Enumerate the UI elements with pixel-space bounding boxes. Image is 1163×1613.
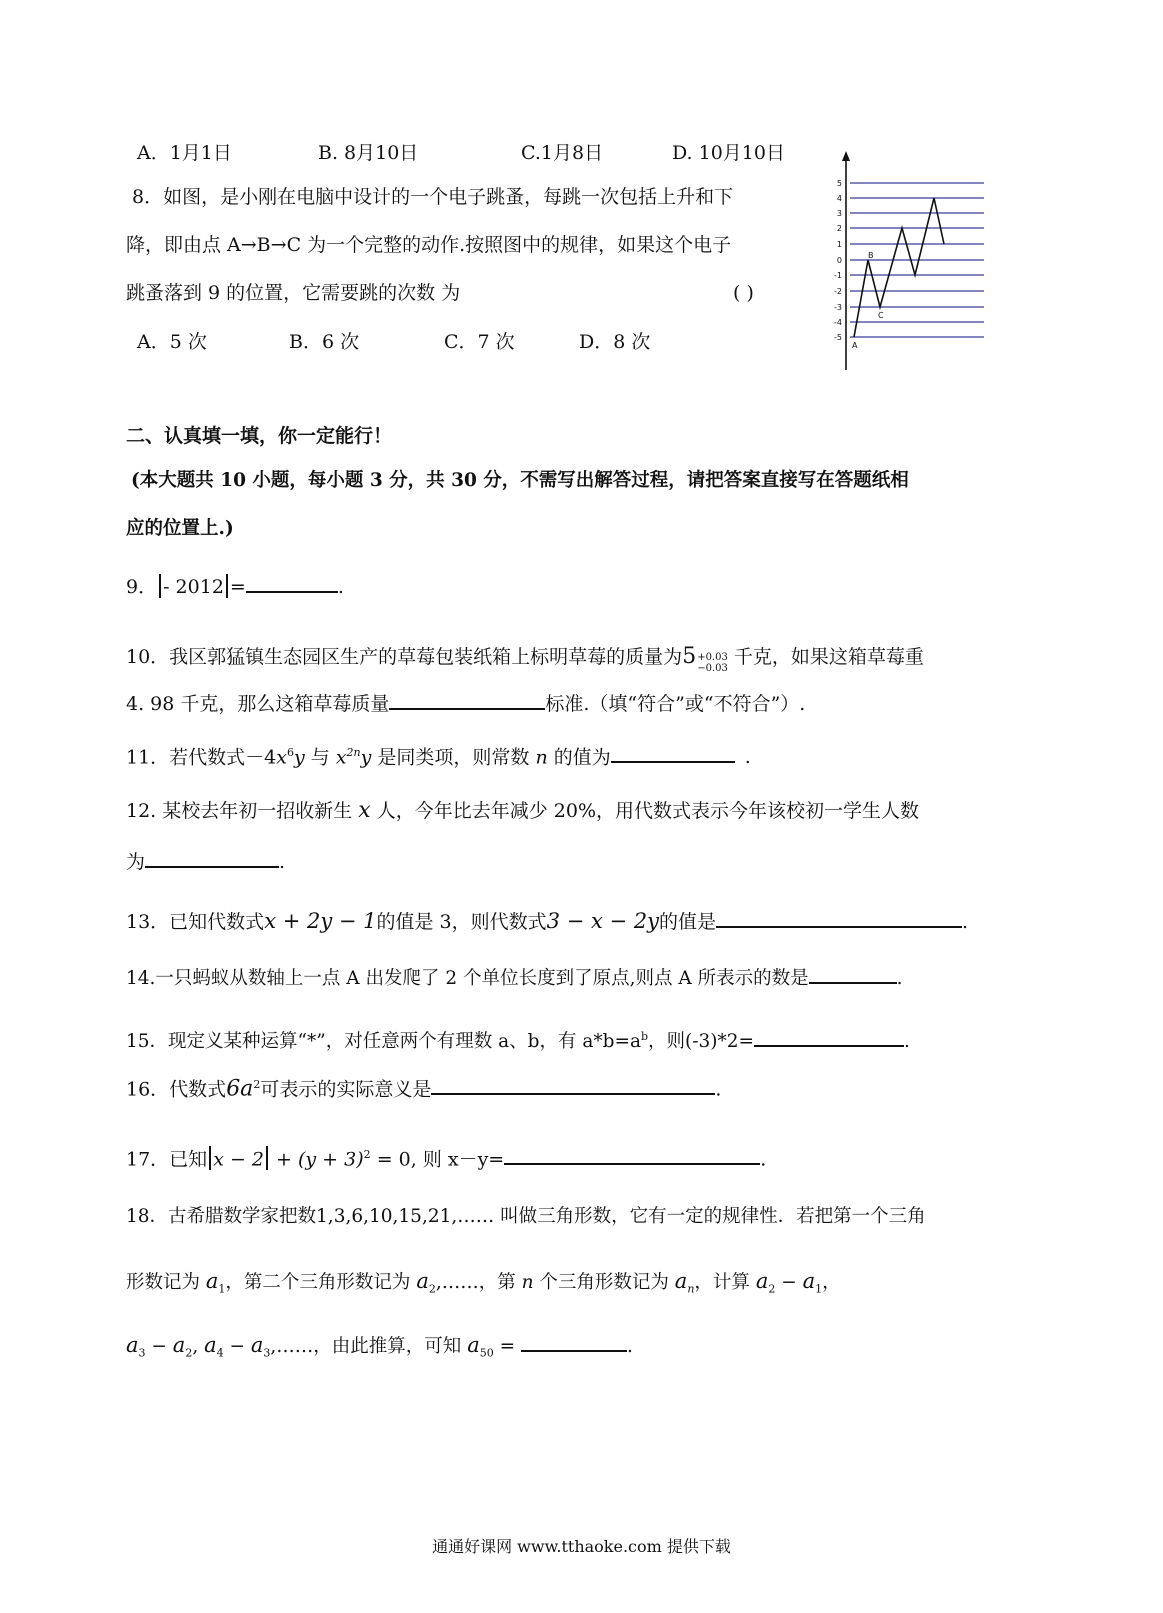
q18-sub-1: 1 <box>218 1282 226 1296</box>
q8-option-a: A．5 次 <box>137 331 207 353</box>
q9-expression: - 2012 <box>163 576 224 598</box>
q18-l2-d: 个三角形数记为 <box>533 1272 675 1293</box>
q8-option-b: B．6 次 <box>289 331 360 353</box>
q17-exp: 2 <box>363 1148 371 1161</box>
flea-jump-path <box>854 198 944 337</box>
q13-expression-2: 3 − x − 2y <box>546 909 659 933</box>
q18-sub-3: 3 <box>263 1346 271 1360</box>
q10-tolerance <box>697 652 728 674</box>
q18-sub-2: 2 <box>428 1282 436 1296</box>
q18-sub-4: 4 <box>216 1346 224 1360</box>
q18-var: a <box>205 1269 219 1293</box>
question-17 <box>126 1142 766 1172</box>
question-18-line-3 <box>126 1332 633 1367</box>
question-15 <box>126 1024 910 1055</box>
q18-var: a <box>250 1333 264 1357</box>
axis-arrow-icon <box>842 151 850 161</box>
tick-label: 3 <box>836 209 842 218</box>
page-footer: 通通好课网 www.tthaoke.com 提供下载 <box>432 1537 731 1556</box>
q11-d: 的值为 <box>547 746 611 769</box>
q7-option-b: B. 8月10日 <box>318 142 419 164</box>
q8-option-d: D．8 次 <box>579 331 651 353</box>
question-11 <box>126 740 751 770</box>
q9-end: . <box>337 576 344 598</box>
q18-n: n <box>521 1272 534 1293</box>
q10-tol-down: −0.03 <box>697 663 728 674</box>
q17-b: + (y + 3) <box>270 1148 364 1171</box>
q17-abs-expression: x − 2 <box>213 1148 264 1171</box>
q9-number: 9． <box>126 576 158 598</box>
q18-var: a <box>674 1269 688 1293</box>
q17-c: = 0, 则 x－y= <box>370 1148 505 1171</box>
q11-y1: y <box>293 746 305 769</box>
q18-l3-e: = <box>493 1336 521 1357</box>
q12-a: 12. 某校去年初一招收新生 <box>126 800 359 822</box>
q13-b: 的值是 3，则代数式 <box>376 911 547 933</box>
tick-label: -3 <box>834 303 842 312</box>
q11-b: 与 <box>304 746 336 769</box>
point-label-a: A <box>852 341 858 350</box>
flea-jump-figure <box>826 148 988 376</box>
question-14 <box>126 964 902 992</box>
q18-var: a <box>467 1333 480 1357</box>
section-2-note-line-1: (本大题共 10 小题，每小题 3 分，共 30 分，不需写出解答过程，请把答案直接写在答题纸相 <box>131 470 909 491</box>
q11-exp2: 2n <box>346 746 361 759</box>
q18-var: a <box>755 1269 769 1293</box>
q13-a: 13．已知代数式 <box>126 911 265 933</box>
q18-var: a <box>172 1333 186 1357</box>
q18-sub-2: 2 <box>768 1282 776 1296</box>
q15-exp: b <box>641 1030 649 1043</box>
q10-text-b: 千克，如果这箱草莓重 <box>727 646 924 668</box>
q13-expression-1: x + 2y − 1 <box>264 909 377 933</box>
q15-a: 15．现定义某种运算“*”，对任意两个有理数 a、b，有 a*b=a <box>126 1031 641 1053</box>
q11-a: 11．若代数式－4 <box>126 746 277 769</box>
q18-l2-b: ，第二个三角形数记为 <box>225 1272 417 1293</box>
q18-var: a <box>416 1269 429 1293</box>
q10-tol-up: +0.03 <box>697 652 728 663</box>
q10-line2-a: 4. 98 千克，那么这箱草莓质量 <box>126 693 390 715</box>
q18-sub-n: n <box>687 1282 695 1296</box>
tick-label: 1 <box>836 240 842 249</box>
q11-answer-blank[interactable] <box>611 743 735 763</box>
q12-line2: 为 <box>126 851 146 873</box>
q16-expression: 6a <box>226 1076 254 1102</box>
q18-sub-50: 50 <box>479 1346 494 1360</box>
absolute-bar-left <box>159 574 161 598</box>
q18-var: a <box>802 1269 816 1293</box>
q11-exp1: 6 <box>286 746 294 759</box>
q11-c: 是同类项，则常数 <box>371 746 536 769</box>
q7-option-a: A．1月1日 <box>137 142 232 164</box>
q9-equals: = <box>229 576 246 598</box>
q7-option-d: D. 10月10日 <box>672 142 785 164</box>
q18-end: . <box>626 1336 633 1357</box>
q11-x1: x <box>276 746 287 769</box>
absolute-bar-right <box>266 1146 268 1170</box>
question-13 <box>126 908 968 935</box>
q18-l2-a: 形数记为 <box>126 1272 206 1293</box>
q17-answer-blank[interactable] <box>504 1145 760 1165</box>
q17-end: . <box>760 1148 767 1171</box>
point-label-b: B <box>868 251 874 260</box>
q16-answer-blank[interactable] <box>431 1075 715 1095</box>
tick-label: -2 <box>834 287 842 296</box>
q10-line2-b: 标准.（填“符合”或“不符合”）. <box>545 693 806 715</box>
q18-sub-1: 1 <box>815 1282 823 1296</box>
q13-c: 的值是 <box>658 911 716 933</box>
figure-horizontal-lines <box>850 183 984 337</box>
q16-b: 可表示的实际意义是 <box>260 1078 432 1101</box>
q16-end: . <box>715 1078 722 1101</box>
q8-line-1: 8．如图，是小刚在电脑中设计的一个电子跳蚤，每跳一次包括上升和下 <box>132 186 734 208</box>
q12-b: 人，今年比去年减少 20%，用代数式表示今年该校初一学生人数 <box>370 800 920 822</box>
q18-l2-c: ,……，第 <box>435 1272 522 1293</box>
q18-var: a <box>204 1333 217 1357</box>
q18-l3-b: , <box>192 1336 205 1357</box>
q15-end: . <box>904 1031 910 1053</box>
q18-l3-c: − <box>223 1336 251 1357</box>
q12-x: x <box>358 798 371 823</box>
q10-base: 5 <box>682 644 697 669</box>
tick-label: -4 <box>834 318 842 327</box>
question-12-line-2 <box>126 848 285 875</box>
q16-a: 16．代数式 <box>126 1078 227 1101</box>
q13-answer-blank[interactable] <box>716 908 962 928</box>
q16-exp: 2 <box>253 1078 261 1091</box>
q11-n: n <box>535 746 548 769</box>
q8-option-c: C．7 次 <box>444 331 515 353</box>
q14-text: 14.一只蚂蚁从数轴上一点 A 出发爬了 2 个单位长度到了原点,则点 A 所表示的数是 <box>126 968 809 989</box>
q10-text-a: 10．我区郭猛镇生态园区生产的草莓包装纸箱上标明草莓的质量为 <box>126 646 683 668</box>
question-9 <box>126 573 344 600</box>
q15-b: ，则(-3)*2= <box>648 1031 755 1053</box>
q18-l2-f: − <box>775 1272 803 1293</box>
q13-end: . <box>962 911 969 933</box>
question-18-line-1: 18．古希腊数学家把数1,3,6,10,15,21,…… 叫做三角形数，它有一定的规律性．若把第一个三角 <box>126 1206 926 1227</box>
q7-option-c: C.1月8日 <box>521 142 604 164</box>
q11-x2: x <box>335 746 347 769</box>
tick-label: 2 <box>836 224 842 233</box>
q8-answer-paren: ( ) <box>733 282 754 304</box>
q14-answer-blank[interactable] <box>809 964 897 984</box>
question-18-line-2 <box>126 1268 841 1303</box>
q18-l3-d: ,……，由此推算，可知 <box>270 1336 468 1357</box>
q18-l2-e: ，计算 <box>694 1272 756 1293</box>
q12-answer-blank[interactable] <box>145 848 279 868</box>
question-10-line-1 <box>126 644 924 674</box>
tick-label: -1 <box>834 271 842 280</box>
q8-line-2: 降，即由点 A→B→C 为一个完整的动作.按照图中的规律，如果这个电子 <box>126 234 732 256</box>
absolute-bar-right <box>226 574 228 598</box>
q18-l2-g: ， <box>822 1272 841 1293</box>
q18-sub-2: 2 <box>185 1346 193 1360</box>
tick-label: 4 <box>836 194 842 203</box>
question-16 <box>126 1072 721 1102</box>
q11-y2: y <box>360 746 372 769</box>
section-2-title: 二、认真填一填，你一定能行！ <box>126 425 393 447</box>
question-12-line-1 <box>126 798 919 824</box>
absolute-bar-left <box>209 1146 211 1170</box>
tick-label: 5 <box>836 179 842 188</box>
q18-l3-a: − <box>145 1336 173 1357</box>
tick-label: 0 <box>836 256 842 265</box>
q10-answer-blank[interactable] <box>389 690 545 710</box>
q18-var: a <box>126 1333 139 1357</box>
q11-end: . <box>744 746 751 769</box>
q9-answer-blank[interactable] <box>246 573 338 593</box>
tick-label: -5 <box>834 333 842 342</box>
q17-a: 17．已知 <box>126 1148 208 1171</box>
point-label-c: C <box>878 311 884 320</box>
section-2-note-line-2: 应的位置上.) <box>126 518 234 539</box>
q15-answer-blank[interactable] <box>754 1027 904 1047</box>
q12-end: . <box>279 851 286 873</box>
q14-end: . <box>896 968 903 989</box>
q18-sub-3: 3 <box>138 1346 146 1360</box>
q18-answer-blank[interactable] <box>521 1332 627 1352</box>
question-10-line-2 <box>126 690 805 717</box>
q8-line-3: 跳蚤落到 9 的位置，它需要跳的次数 为 <box>126 282 461 304</box>
